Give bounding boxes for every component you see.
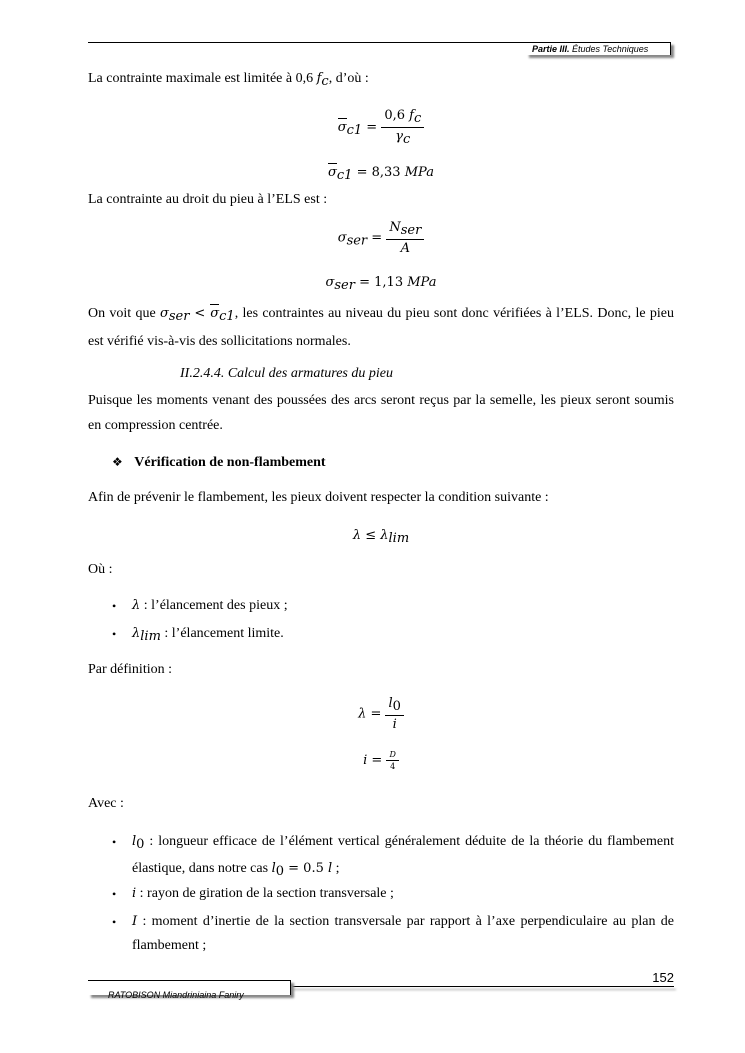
header-title: [532, 44, 672, 54]
fraction: $\frac{l_0}{i}$: [385, 696, 403, 732]
bullet-icon: •: [112, 627, 117, 641]
label-ou: Où :: [88, 562, 113, 577]
bullet-icon: •: [112, 915, 117, 929]
equation-i-def: i = $\frac{D}{4}$: [88, 750, 674, 771]
equation-sigma-ser-value: $\sigma_{ser} = 1,13$ MPa: [325, 275, 437, 293]
equation-sigma-c1-value: $\sigma_{c1} = 8,33$ MPa: [328, 165, 434, 183]
list-item: • $\lambda_{lim}$ : l’élancement limite.: [112, 626, 284, 644]
header-part: Partie III.: [532, 44, 570, 54]
list-item: • I : moment d’inertie de la section transversale par rapport à l’axe perpendiculaire au plan de flambement ;: [112, 910, 674, 958]
fraction: $\frac{N_{ser}}{A}$: [386, 220, 424, 256]
paragraph-verification-els: On voit que $\sigma_{ser} < \sigma_{c1}$, les contraintes au niveau du pieu sont donc vérifiées à l’ELS. Donc, le pieu est vérifié vis-à-vis des sollicitations normales.: [88, 306, 674, 349]
section-heading: II.2.4.4. Calcul des armatures du pieu: [180, 366, 393, 381]
paragraph-max-stress: La contrainte maximale est limitée à 0,6 $f_c$, d’où :: [88, 71, 369, 89]
header-rule: [88, 42, 528, 43]
list-item: • i : rayon de giration de la section transversale ;: [112, 884, 674, 904]
header-part-title: Études Techniques: [569, 44, 649, 54]
label-par-definition: Par définition :: [88, 662, 172, 677]
page-number: 152: [652, 970, 674, 985]
paragraph-compression: Puisque les moments venant des poussées des arcs seront reçus par la semelle, les pieux seront soumis en compression centrée.: [88, 393, 674, 433]
paragraph-condition: Afin de prévenir le flambement, les pieux doivent respecter la condition suivante :: [88, 490, 549, 505]
bullet-icon: •: [112, 835, 117, 849]
paragraph-els-stress: La contrainte au droit du pieu à l’ELS est :: [88, 192, 328, 207]
subheading-non-flambement: ❖ Vérification de non-flambement: [112, 455, 326, 470]
list-item: • λ : l’élancement des pieux ;: [112, 596, 674, 616]
label-avec: Avec :: [88, 796, 124, 811]
diamond-bullet-icon: ❖: [112, 455, 123, 469]
bullet-icon: •: [112, 887, 117, 901]
fraction: $\frac{D}{4}$: [386, 750, 398, 771]
footer-rule: [290, 986, 674, 987]
bullet-icon: •: [112, 599, 117, 613]
equation-sigma-ser-formula: $\sigma_{ser}$ = $\frac{N_{ser}}{A}$: [88, 220, 674, 256]
equation-sigma-c1-formula: $\sigma_{c1}$ = $\frac{0,6 f_c}{\gamma_c}$: [88, 108, 674, 147]
footer-author: RATOBISON Miandriniaina Faniry: [108, 990, 244, 1000]
equation-lambda-condition: $\lambda \le \lambda_{lim}$: [352, 528, 410, 546]
fraction: $\frac{0,6 f_c}{\gamma_c}$: [381, 108, 424, 147]
list-item: • $l_0$ : longueur efficace de l’élément vertical généralement déduite de la théorie du flambement élastique, dans notre cas $l_0 = 0.5$ l ;: [112, 830, 674, 884]
equation-lambda-def: λ = $\frac{l_0}{i}$: [88, 696, 674, 732]
